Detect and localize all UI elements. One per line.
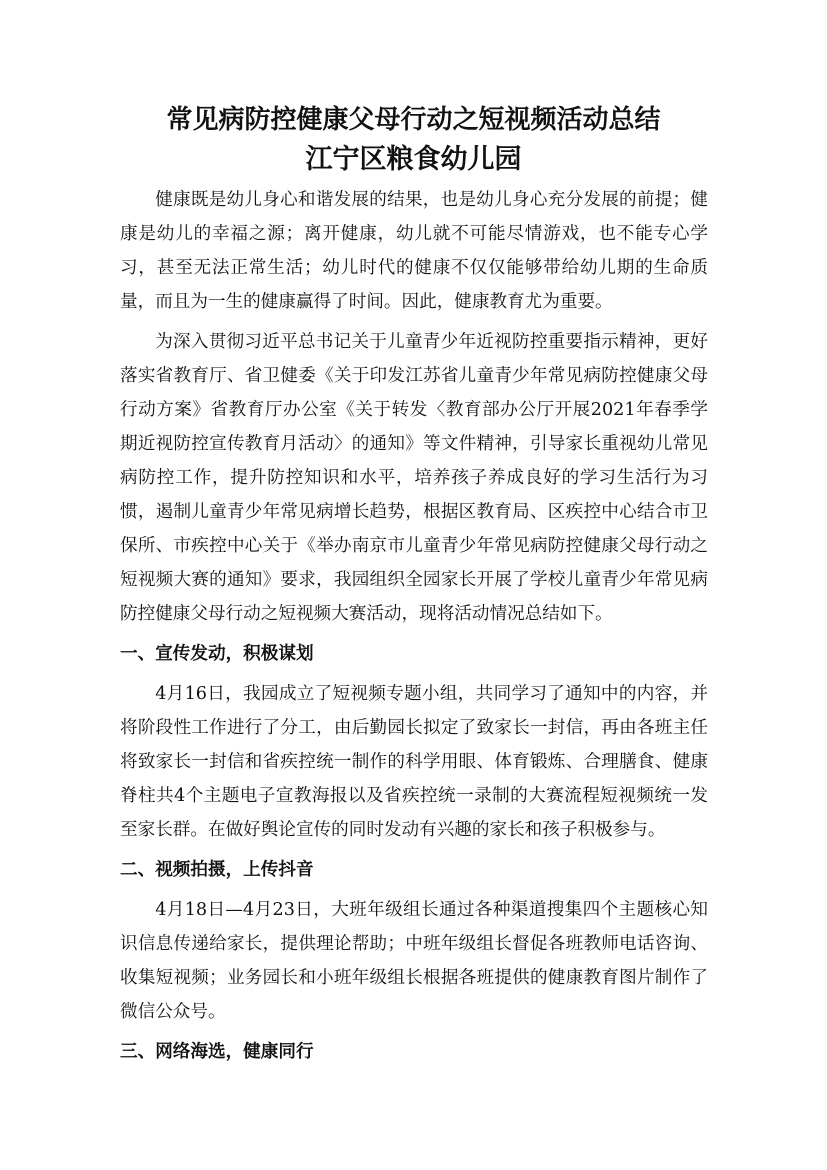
document-body xyxy=(120,183,708,1069)
paragraph-section-1: 4月16日，我园成立了短视频专题小组，共同学习了通知中的内容，并将阶段性工作进行了分工，由后勤园长拟定了致家长一封信，再由各班主任将致家长一封信和省疾控统一制作的科学用眼、体育锻炼、合理膳食、健康脊柱共4个主题电子宣教海报以及省疾控统一录制的大赛流程短视频统一发至家长群。在做好舆论宣传的同时发动有兴趣的家长和孩子积极参与。 xyxy=(120,684,708,840)
paragraph-section-2: 4月18日—4月23日，大班年级组长通过各种渠道搜集四个主题核心知识信息传递给家长，提供理论帮助；中班年级组长督促各班教师电话咨询、收集短视频；业务园长和小班年级组长根据各班提供的健康教育图片制作了微信公众号。 xyxy=(120,900,708,1022)
section-heading-3: 三、网络海选，健康同行 xyxy=(120,1041,314,1062)
paragraph-intro: 健康既是幼儿身心和谐发展的结果，也是幼儿身心充分发展的前提；健康是幼儿的幸福之源；离开健康，幼儿就不可能尽情游戏，也不能专心学习，甚至无法正常生活；幼儿时代的健康不仅仅能够带给幼儿期的生命质量，而且为一生的健康赢得了时间。因此，健康教育尤为重要。 xyxy=(120,190,708,312)
section-heading-2: 二、视频拍摄，上传抖音 xyxy=(120,859,314,880)
paragraph-background: 为深入贯彻习近平总书记关于儿童青少年近视防控重要指示精神，更好落实省教育厅、省卫健委《关于印发江苏省儿童青少年常见病防控健康父母行动方案》省教育厅办公室《关于转发〈教育部办公厅开展2021年春季学期近视防控宣传教育月活动〉的通知》等文件精神，引导家长重视幼儿常见病防控工作，提升防控知识和水平，培养孩子养成良好的学习生活行为习惯，遏制儿童青少年常见病增长趋势，根据区教育局、区疾控中心结合市卫保所、市疾控中心关于《举办南京市儿童青少年常见病防控健康父母行动之短视频大赛的通知》要求，我园组织全园家长开展了学校儿童青少年常见病防控健康父母行动之短视频大赛活动，现将活动情况总结如下。 xyxy=(120,332,708,624)
document-subtitle: 江宁区粮食幼儿园 xyxy=(305,144,522,175)
document-title: 常见病防控健康父母行动之短视频活动总结 xyxy=(166,105,661,135)
section-heading-1: 一、宣传发动，积极谋划 xyxy=(120,643,314,664)
